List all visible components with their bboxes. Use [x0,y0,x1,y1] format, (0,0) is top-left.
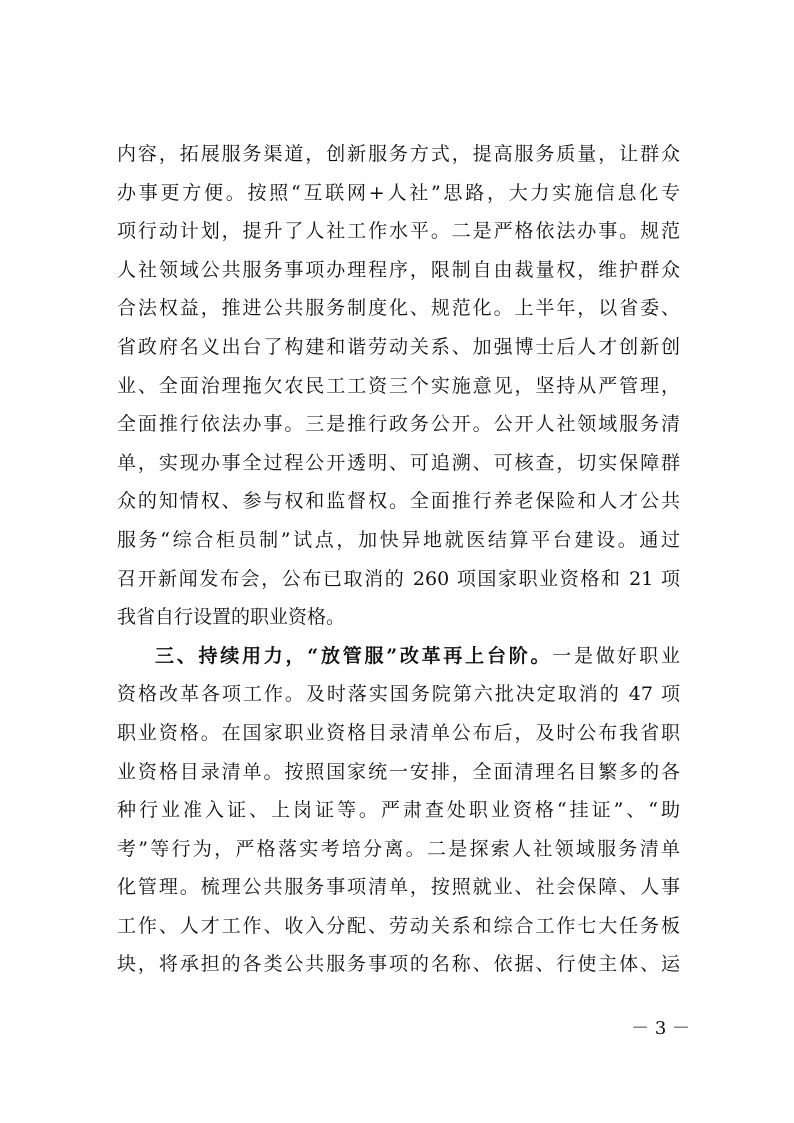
text-line: 我省自行设置的职业资格。 [117,606,346,629]
text-line: 合法权益，推进公共服务制度化、规范化。上半年，以省委、 [117,297,680,320]
text-line: 考”等行为，严格落实考培分离。二是探索人社领域服务清单 [117,837,680,860]
text-line: 省政府名义出台了构建和谐劳动关系、加强博士后人才创新创 [117,335,680,358]
text-line: 召开新闻发布会，公布已取消的 260 项国家职业资格和 21 项 [117,567,680,590]
section-3-heading: 三、持续用力，“放管服”改革再上台阶。 [155,644,553,667]
text-line: 项行动计划，提升了人社工作水平。二是严格依法办事。规范 [117,220,680,243]
text-line: 人社领域公共服务事项办理程序，限制自由裁量权，维护群众 [117,258,680,281]
text-line: 工作、人才工作、收入分配、劳动关系和综合工作七大任务板 [117,914,680,937]
text-line: 业资格目录清单。按照国家统一安排，全面清理名目繁多的各 [117,760,680,783]
text-line: 众的知情权、参与权和监督权。全面推行养老保险和人才公共 [117,490,680,513]
text-line: 单，实现办事全过程公开透明、可追溯、可核查，切实保障群 [117,451,680,474]
text-line: 内容，拓展服务渠道，创新服务方式，提高服务质量，让群众 [117,143,680,165]
text-line: 全面推行依法办事。三是推行政务公开。公开人社领域服务清 [117,413,680,436]
text-line: 业、全面治理拖欠农民工工资三个实施意见，坚持从严管理， [117,374,680,397]
text-line: 块，将承担的各类公共服务事项的名称、依据、行使主体、运 [117,953,680,976]
text-line: 办事更方便。按照“互联网+人社”思路，大力实施信息化专 [117,181,680,204]
text-line: 职业资格。在国家职业资格目录清单公布后，及时公布我省职 [117,721,680,744]
page-number: － 3 － [631,1018,690,1039]
text-line: 化管理。梳理公共服务事项清单，按照就业、社会保障、人事 [117,876,680,899]
body-text [117,135,680,984]
text-line: 种行业准入证、上岗证等。严肃查处职业资格“挂证”、“助 [117,799,680,822]
text-line: 服务“综合柜员制”试点，加快异地就医结算平台建设。通过 [117,528,680,551]
section-3-first-line [117,637,680,676]
text-line: 资格改革各项工作。及时落实国务院第六批决定取消的 47 项 [117,683,680,706]
section-3-first-line-text: 一是做好职业 [552,644,680,667]
